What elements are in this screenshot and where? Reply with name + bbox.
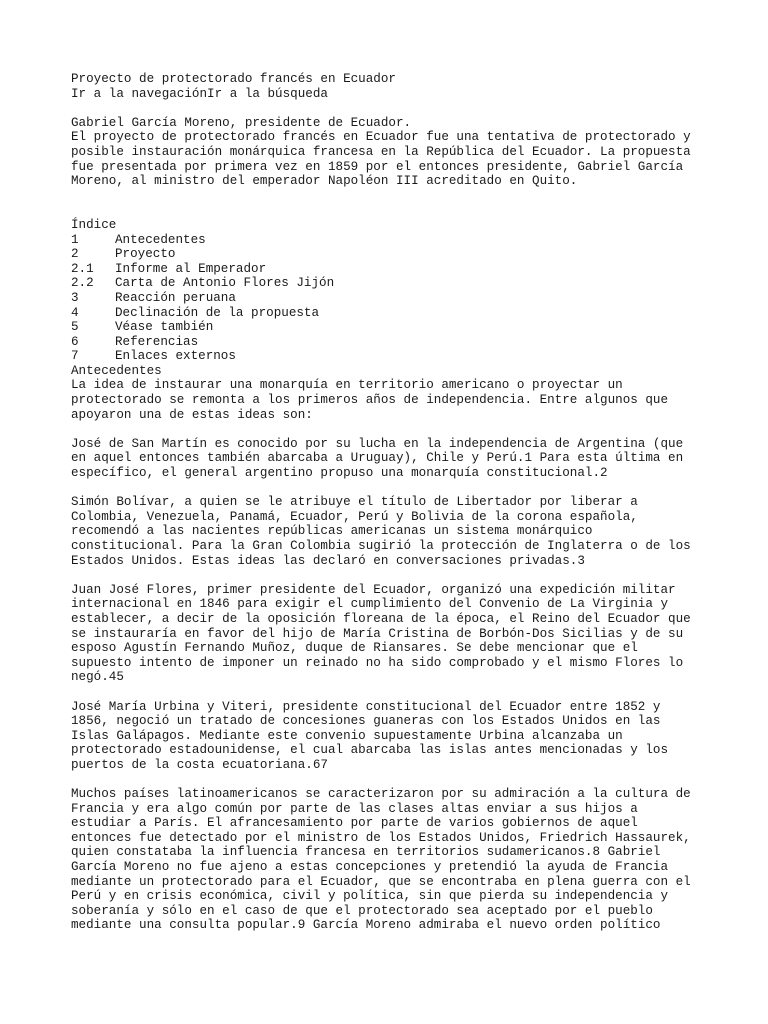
text-line: mediante una consulta popular.9 García Moreno admiraba el nuevo orden político [71, 918, 661, 933]
text-line: en aquel entonces también abarcaba a Uruguay), Chile y Perú.1 Para esta última en [71, 451, 684, 466]
toc-item[interactable] [71, 349, 751, 364]
text-line: Colombia, Venezuela, Panamá, Ecuador, Perú y Bolivia de la corona española, [71, 509, 638, 524]
text-line: Perú y en crisis económica, civil y política, sin que pierda su independencia y [71, 889, 669, 904]
paragraph [71, 437, 751, 481]
text-line: Francia y era algo común por parte de las clases altas enviar a sus hijos a [71, 801, 638, 816]
text-line: estudiar a París. El afrancesamiento por parte de varios gobiernos de aquel [71, 816, 638, 831]
text-line: se instauraría en favor del hijo de María Cristina de Borbón-Dos Sicilias y de su [71, 626, 684, 641]
text-line: internacional en 1846 para exigir el cumplimiento del Convenio de La Virginia y [71, 597, 669, 612]
text-line: Muchos países latinoamericanos se caracterizaron por su admiración a la cultura de [71, 787, 691, 802]
text-line: constitucional. Para la Gran Colombia sugirió la protección de Inglaterra o de los [71, 539, 691, 553]
nav-links[interactable]: Ir a la navegaciónIr a la búsqueda [71, 86, 328, 101]
toc-label: Referencias [115, 334, 199, 349]
text-line: Estados Unidos. Estas ideas las declaró en conversaciones privadas.3 [71, 553, 585, 568]
paragraph [71, 787, 751, 933]
text-line: apoyaron una de estas ideas son: [71, 407, 313, 422]
text-line: Islas Galápagos. Mediante este convenio supuestamente Urbina alcanzaba un [71, 728, 623, 743]
toc-item[interactable] [71, 320, 751, 335]
paragraph [71, 583, 751, 685]
text-line: establecer, a decir de la oposición floreana de la época, el Reino del Ecuador que [71, 611, 691, 626]
toc-label: Informe al Emperador [115, 261, 267, 276]
table-of-contents [71, 233, 751, 364]
text-line: negó.45 [71, 670, 124, 685]
text-line: protectorado estadounidense, el cual abarcaba las islas antes mencionadas y los [71, 743, 669, 758]
toc-number: 2.2 [71, 276, 94, 291]
toc-item[interactable] [71, 291, 751, 306]
paragraph [71, 495, 751, 568]
text-line: mediante un protectorado para el Ecuador, que se encontraba en plena guerra con el [71, 874, 691, 889]
toc-item[interactable] [71, 247, 751, 262]
text-line: El proyecto de protectorado francés en Ecuador fue una tentativa de protectorado y [71, 130, 691, 145]
intro-paragraph [71, 130, 751, 188]
toc-label: Proyecto [115, 247, 176, 262]
document-page [71, 72, 751, 933]
toc-item[interactable] [71, 262, 751, 277]
toc-number: 2 [71, 247, 79, 262]
toc-label: Declinación de la propuesta [115, 305, 320, 320]
text-line: quien constataba la influencia francesa en territorios sudamericanos.8 Gabriel [71, 845, 661, 860]
text-line: protectorado se remonta a los primeros años de independencia. Entre algunos que [71, 393, 669, 408]
toc-label: Antecedentes [115, 232, 206, 247]
toc-number: 7 [71, 349, 79, 364]
toc-label: Carta de Antonio Flores Jijón [115, 276, 335, 291]
toc-item[interactable] [71, 335, 751, 350]
text-line: específico, el general argentino propuso una monarquía constitucional.2 [71, 466, 608, 481]
toc-number: 6 [71, 334, 79, 349]
image-caption: Gabriel García Moreno, presidente de Ecuador. [71, 115, 412, 130]
toc-number: 2.1 [71, 261, 94, 276]
paragraph [71, 378, 751, 422]
toc-number: 3 [71, 290, 79, 305]
toc-label: Enlaces externos [115, 349, 236, 364]
text-line: Moreno, al ministro del emperador Napoléon III acreditado en Quito. [71, 174, 578, 189]
text-line: recomendó a las nacientes repúblicas americanas un sistema monárquico [71, 524, 593, 539]
text-line: esposo Agustín Fernando Muñoz, duque de Riansares. Se debe mencionar que el [71, 641, 638, 656]
text-line: soberanía y sólo en el caso de que el protectorado sea aceptado por el pueblo [71, 903, 653, 918]
text-line: posible instauración monárquica francesa en la República del Ecuador. La propuesta [71, 144, 691, 159]
text-line: Simón Bolívar, a quien se le atribuye el título de Libertador por liberar a [71, 495, 638, 510]
index-heading: Índice [71, 217, 117, 232]
text-line: fue presentada por primera vez en 1859 por el entonces presidente, Gabriel García [71, 159, 684, 174]
toc-label: Reacción peruana [115, 290, 236, 305]
text-line: supuesto intento de imponer un reinado no ha sido comprobado y el mismo Flores lo [71, 655, 684, 670]
page-title: Proyecto de protectorado francés en Ecuador [71, 72, 396, 86]
paragraph [71, 700, 751, 773]
text-line: entonces fue detectado por el ministro de los Estados Unidos, Friedrich Hassaurek, [71, 830, 691, 845]
text-line: 1856, negoció un tratado de concesiones guaneras con los Estados Unidos en las [71, 714, 661, 729]
text-line: Juan José Flores, primer presidente del Ecuador, organizó una expedición militar [71, 582, 676, 597]
toc-number: 5 [71, 320, 79, 335]
text-line: La idea de instaurar una monarquía en territorio americano o proyectar un [71, 378, 623, 393]
text-line: José María Urbina y Viteri, presidente constitucional del Ecuador entre 1852 y [71, 699, 661, 714]
section-heading: Antecedentes [71, 363, 162, 378]
text-line: puertos de la costa ecuatoriana.67 [71, 757, 328, 772]
text-line: García Moreno no fue ajeno a estas concepciones y pretendió la ayuda de Francia [71, 860, 669, 875]
toc-item[interactable] [71, 276, 751, 291]
toc-item[interactable] [71, 306, 751, 321]
toc-number: 4 [71, 305, 79, 320]
toc-item[interactable] [71, 233, 751, 248]
toc-label: Véase también [115, 320, 214, 335]
toc-number: 1 [71, 232, 79, 247]
text-line: José de San Martín es conocido por su lucha en la independencia de Argentina (que [71, 436, 684, 451]
